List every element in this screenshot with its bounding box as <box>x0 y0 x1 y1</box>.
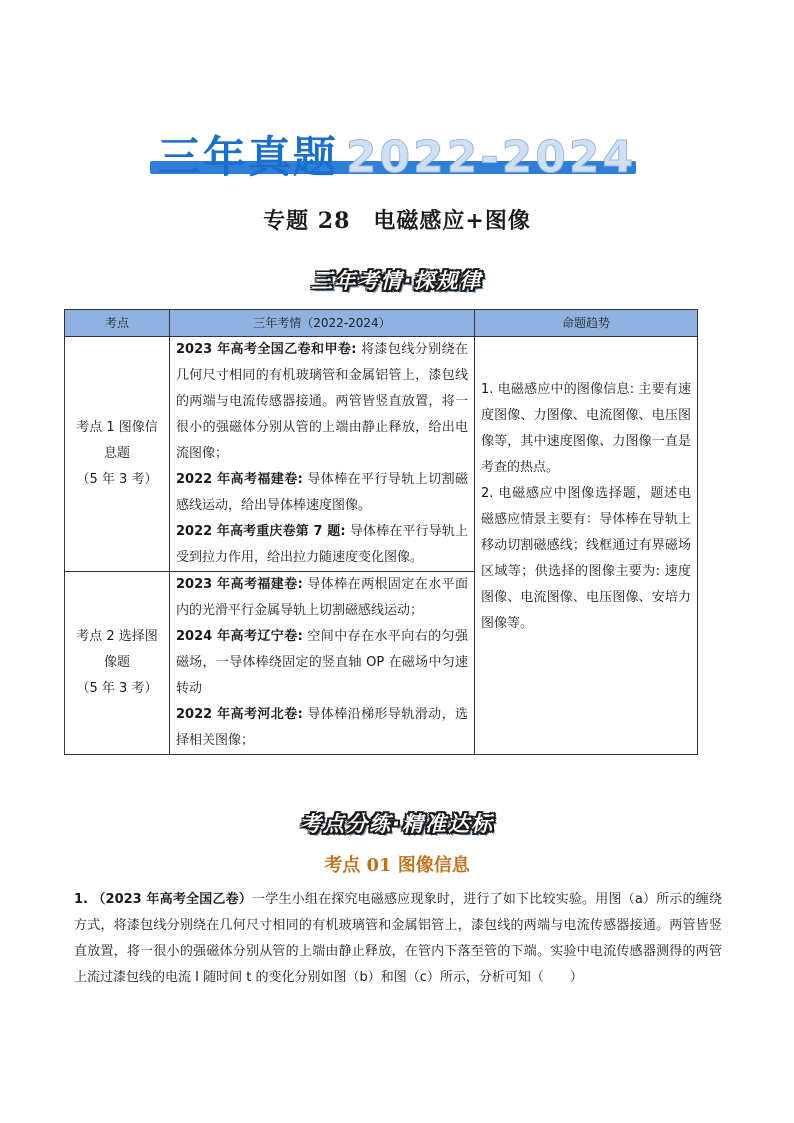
table-row <box>65 337 698 572</box>
trend-item: 2. 电磁感应中图像选择题，题述电磁感应情景主要有：导体棒在导轨上移动切割磁感线；线框通过有界磁场区域等；供选择的图像主要为: 速度图像、电流图像、电压图像、安培力图像等。 <box>481 485 691 631</box>
header-situation: 三年考情（2022-2024） <box>170 310 475 337</box>
section-heading-practice: 考点分练·精准达标 <box>300 812 494 836</box>
kaodian-label: 息题 <box>103 446 130 461</box>
situation-item: 2022 年高考重庆卷第 7 题: 导体棒在平行导轨上受到拉力作用，给出拉力随速度变化图像。 <box>176 524 468 565</box>
situation-item: 2022 年高考河北卷: 导体棒沿梯形导轨滑动，选择相关图像； <box>176 707 468 748</box>
situation-item: 2024 年高考辽宁卷: 空间中存在水平向右的匀强磁场，一导体棒绕固定的竖直轴 OP 在磁场中匀速转动 <box>176 629 468 696</box>
topic-title: 专题 28 电磁感应+图像 <box>263 208 531 234</box>
situation-cell <box>170 337 475 572</box>
situation-cell <box>170 572 475 755</box>
kaodian-count: （5 年 3 考） <box>76 472 158 487</box>
kaodian-01-title: 考点 01 图像信息 <box>324 855 470 876</box>
kaodian-cell <box>65 337 170 572</box>
question-1 <box>74 887 722 991</box>
section-heading-trends: 三年考情·探规律 <box>311 269 483 293</box>
header-trend: 命题趋势 <box>475 310 698 337</box>
situation-item: 2022 年高考福建卷: 导体棒在平行导轨上切割磁感线运动，给出导体棒速度图像。 <box>176 472 468 513</box>
kaodian-label: 考点 1 图像信 <box>76 420 158 435</box>
situation-item: 2023 年高考福建卷: 导体棒在两根固定在水平面内的光滑平行金属导轨上切割磁感线运动； <box>176 577 468 618</box>
kaodian-label: 像题 <box>103 655 130 670</box>
question-source: （2023 年高考全国乙卷） <box>92 892 253 907</box>
trend-cell <box>475 337 698 755</box>
banner-title-year: 2022-2024 <box>345 132 637 183</box>
table-header-row <box>65 310 698 337</box>
question-number: 1. <box>74 892 88 907</box>
kaodian-count: （5 年 3 考） <box>76 681 158 696</box>
kaodian-cell <box>65 572 170 755</box>
kaodian-label: 考点 2 选择图 <box>76 629 158 644</box>
trend-item: 1. 电磁感应中的图像信息: 主要有速度图像、力图像、电流图像、电压图像等，其中速度图像、力图像一直是考查的热点。 <box>481 381 691 475</box>
banner-title-cn: 三年真题 <box>157 133 338 183</box>
header-kaodian: 考点 <box>65 310 170 337</box>
situation-item: 2023 年高考全国乙卷和甲卷: 将漆包线分别绕在几何尺寸相同的有机玻璃管和金属铝管上，漆包线的两端与电流传感器接通。两管皆竖直放置，将一很小的强磁体分别从管的上端由静止释放，给出电流图像； <box>176 342 468 461</box>
title-banner <box>0 120 794 183</box>
exam-stats-table <box>64 309 698 755</box>
question-text: 一学生小组在探究电磁感应现象时，进行了如下比较实验。用图（a）所示的缠绕方式，将漆包线分别绕在几何尺寸相同的有机玻璃管和金属铝管上，漆包线的两端与电流传感器接通。两管皆竖直放置，将一很小的强磁体分别从管的上端由静止释放，在管内下落至管的下端。实验中电流传感器测得的两管上流过漆包线的电流 I 随时间 t 的变化分别如图（b）和图（c）所示，分析可知（ ） <box>74 892 723 985</box>
